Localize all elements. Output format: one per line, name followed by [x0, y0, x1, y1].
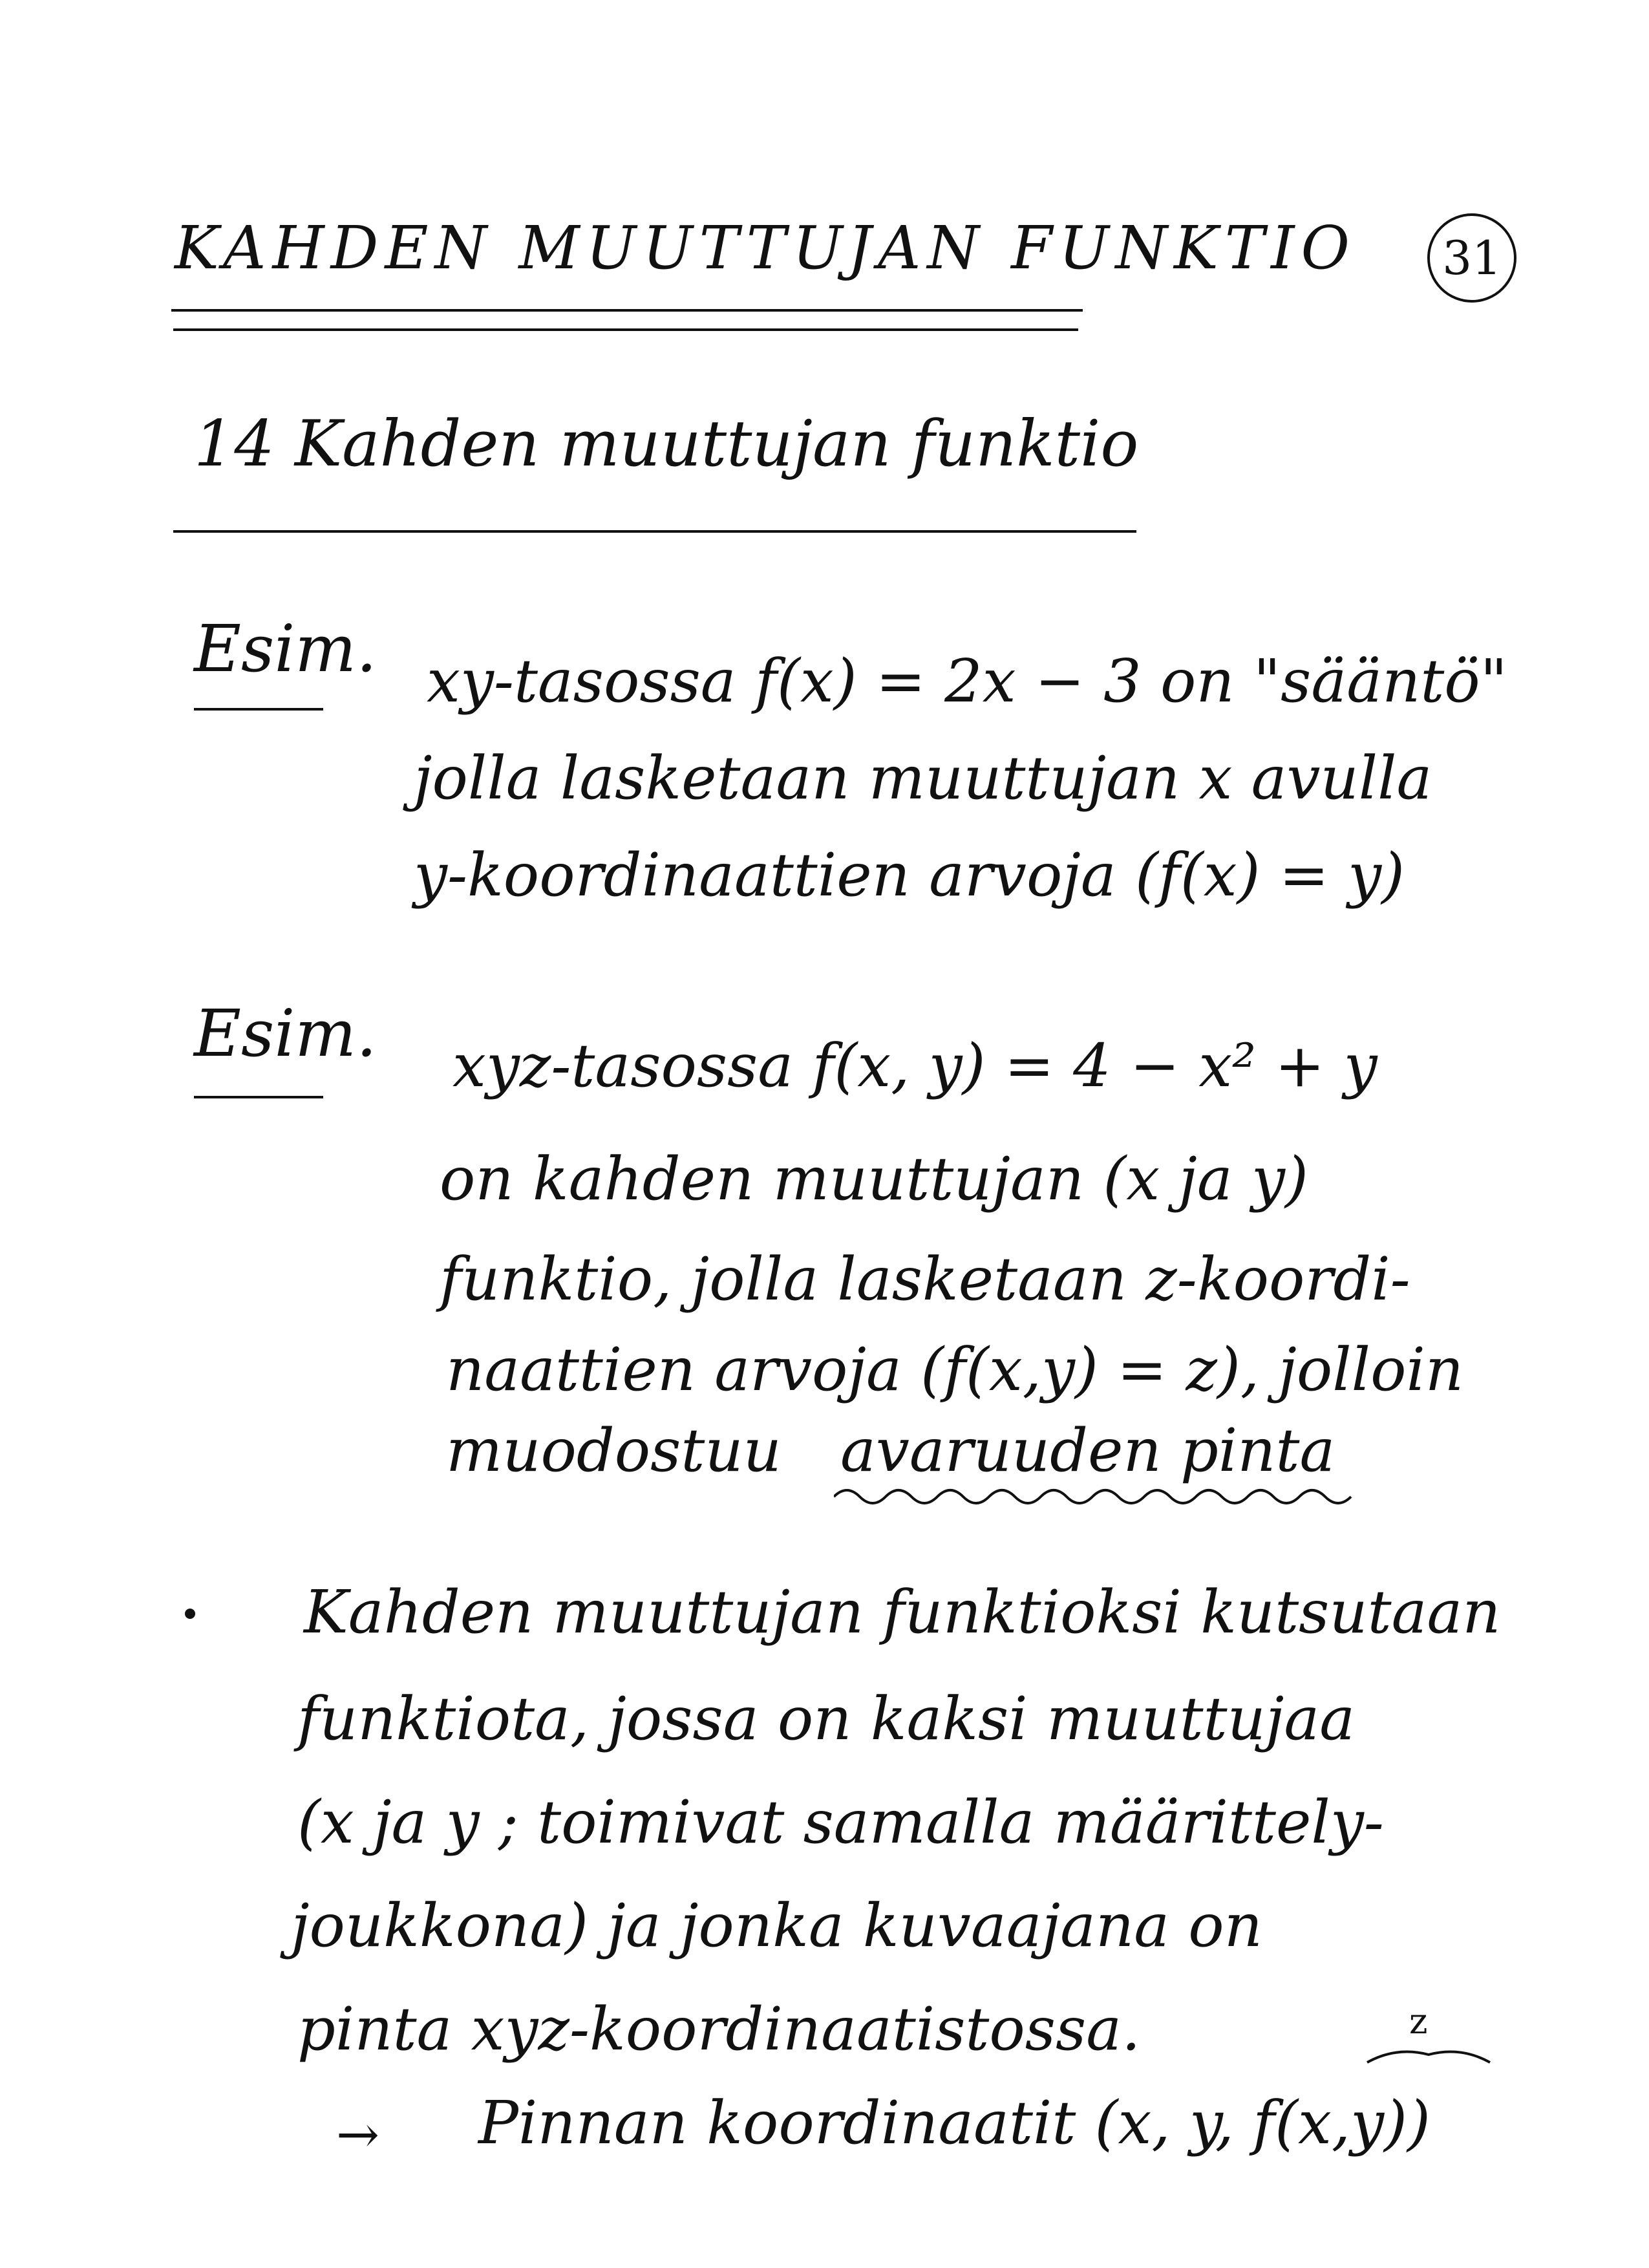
heading-underline — [171, 309, 1083, 312]
section-title: 14 Kahden muuttujan funktio — [194, 407, 1139, 481]
bullet-line-4: joukkona) ja jonka kuvaajana on — [291, 1891, 1262, 1960]
page-number: 31 — [1427, 213, 1516, 303]
example2-line-3: funktio, jolla lasketaan z-koordi- — [440, 1245, 1410, 1314]
page-heading: KAHDEN MUUTTUJAN FUNKTIO — [175, 213, 1356, 283]
example2-line-4: naattien arvoja (f(x,y) = z), jolloin — [446, 1335, 1464, 1404]
bullet-line-1: Kahden muuttujan funktioksi kutsutaan — [304, 1578, 1501, 1647]
example2-label: Esim. — [194, 996, 377, 1071]
bullet-line-5: pinta xyz-koordinaatistossa. — [297, 1995, 1141, 2064]
section-underline — [173, 530, 1136, 533]
example1-label-underline — [194, 708, 323, 711]
example1-label: Esim. — [194, 611, 377, 687]
bullet-dot — [185, 1609, 195, 1619]
bullet-line-2: funktiota, jossa on kaksi muuttujaa — [297, 1684, 1356, 1753]
conclusion-line: Pinnan koordinaatit (x, y, f(x,y)) — [478, 2088, 1431, 2157]
heading-underline-double — [173, 328, 1078, 331]
z-label: z — [1409, 2001, 1428, 2042]
example1-line-1: xy-tasossa f(x) = 2x − 3 on "sääntö" — [427, 647, 1507, 716]
example1-line-3: y-koordinaattien arvoja (f(x) = y) — [414, 840, 1405, 910]
example2-highlight: avaruuden pinta — [840, 1416, 1335, 1485]
bullet-line-3: (x ja y ; toimivat samalla määrittely- — [297, 1788, 1384, 1857]
example1-line-2: jolla lasketaan muuttujan x avulla — [414, 744, 1432, 813]
example2-line-1: xyz-tasossa f(x, y) = 4 − x² + y — [452, 1031, 1378, 1100]
arrow-icon: → — [336, 2104, 380, 2165]
example2-line-5: muodostuu — [446, 1416, 782, 1485]
brace-over-f — [1364, 2043, 1493, 2066]
wavy-underline — [834, 1484, 1364, 1510]
example2-label-underline — [194, 1096, 323, 1098]
example2-line-2: on kahden muuttujan (x ja y) — [440, 1144, 1308, 1214]
